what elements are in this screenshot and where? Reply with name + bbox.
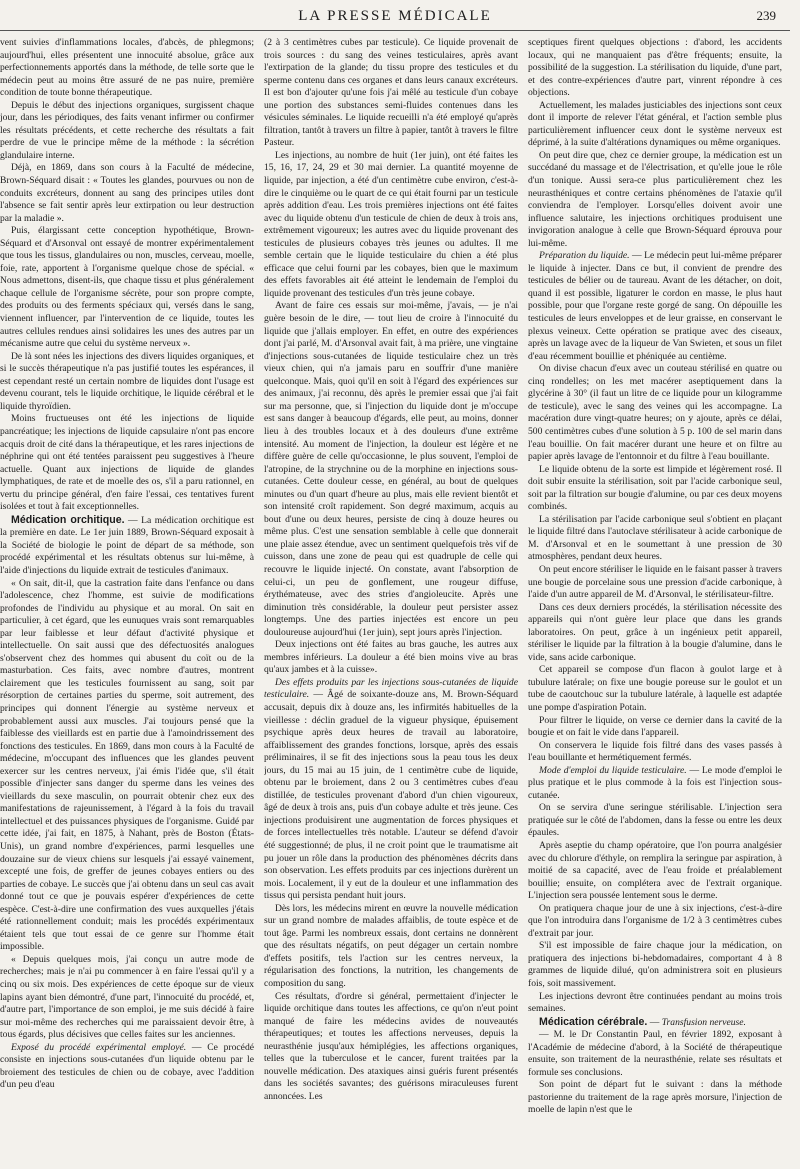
- section-paragraph: Médication cérébrale. — Transfusion nerveuse.: [539, 1015, 746, 1028]
- page-header: [0, 0, 790, 31]
- subsection-paragraph: [264, 677, 518, 903]
- paragraph: vent suivies d'inflammations locales, d'abcès, de phlegmons; aujourd'hui, elles présentent une innocuité absolue, grâce aux perfectionnements apportés dans la méthode, de telle sorte que le médecin peut au moins être assuré de ne pas nuire, première condition de toute bonne thérapeutique.: [0, 37, 254, 99]
- paragraph: sceptiques firent quelques objections : d'abord, les accidents locaux, qui ne manquaient pas d'être fréquents; ensuite, la possibilité de la suggestion. La stérilisation du liquide, d'une part, et des contre-expériences d'autre part, vinrent répondre à ces objections.: [528, 37, 782, 99]
- paragraph: Dès lors, les médecins mirent en œuvre la nouvelle médication sur un grand nombre de malades affaiblis, de toute espèce et de tout âge. Parmi les nombreux essais, dont certains ne donnèrent que des résultats négatifs, on peut dégager un certain nombre d'effets positifs, tels l'action sur les centres nerveux, la régularisation des fonctions, la nutrition, les changements de composition du sang.: [264, 902, 518, 990]
- column-3: [528, 37, 782, 1162]
- paragraph: Actuellement, les malades justiciables des injections sont ceux dont il importe de relever l'état général, et l'action semble plus particulièrement influencer ceux dont le système nerveux est déprimé, à la suite d'altérations dynamiques ou même organiques.: [528, 99, 782, 149]
- section-text: — La médication orchitique est la première en date. Le 1er juin 1889, Brown-Séquard exposait à la Société de biologie le point de départ de sa méthode, son procédé expérimental et les résultats obtenus sur lui-même, à l'aide d'injections du liquide extrait de testicules d'animaux.: [0, 514, 254, 576]
- paragraph: La stérilisation par l'acide carbonique seul s'obtient en plaçant le liquide filtré dans l'autoclave stérilisateur à acide carbonique de M. d'Arsonval et en le soumettant à une pression de 30 atmosphères, pendant deux heures.: [528, 513, 782, 563]
- paragraph: Avant de faire ces essais sur moi-même, j'avais, — je n'ai guère besoin de le dire, — tout lieu de croire à l'innocuité du liquide que j'allais employer. En effet, en outre des expériences dont j'ai parlé, M. d'Arsonval avait fait, à ma prière, une vingtaine d'injections sous-cutanées de liquide testiculaire chez un très vieux chien, qui n'a jamais paru en souffrir d'une manière quelconque. Mais, quoi qu'il en soit à l'égard des expériences sur des animaux, j'ai reconnu, dès après le premier essai que j'ai fait sur ma personne, que, si l'injection du liquide dont je m'occupe est sans danger à beaucoup d'égards, elle peut, au moins, donner lieu à des troubles locaux et à des douleurs d'une extrême intensité. Au moment de l'injection, la douleur est légère et ne diffère guère de celle qu'occasionne, le plus souvent, l'emploi de l'atropine, de la strychnine ou de la morphine en injections sous-cutanées. Cette douleur cesse, en général, au bout de quelques minutes ou d'un quart d'heure au plus, mais elle revient bientôt et son intensité croît rapidement. Son degré maximum, acquis au bout d'une ou deux heures, persiste de cinq à douze heures ou même plus. C'est une sensation semblable à celle que donnerait une plaie assez étendue, avec un sentiment quelquefois très vif de cuisson, dans une zone de peau qui est quadruple de celle qui recouvre le liquide injecté. On constate, avant l'absorption de celui-ci, un peu de gonflement, une rougeur diffuse, érythémateuse, avec des stries d'angioleucite. Après une diminution très considérable, la douleur peut persister assez longtemps. Une des parties injectées est encore un peu douloureuse aujourd'hui (1er juin), sept jours après l'injection.: [264, 300, 518, 638]
- column-2: [264, 37, 518, 1162]
- subsection-paragraph: [528, 765, 782, 803]
- column-1: [0, 37, 254, 1162]
- paragraph: Après aseptie du champ opératoire, que l'on pourra analgésier avec du chlorure d'éthyle, on remplira la seringue par aspiration, à moitié de sa capacité, avec de l'eau froide et préalablement bouillie; ensuite, on complétera avec de l'extrait organique. L'injection sera poussée lentement sous le derme.: [528, 840, 782, 902]
- page-number: 239: [756, 8, 776, 23]
- paragraph: On peut encore stériliser le liquide en le faisant passer à travers une bougie de porcelaine sous une pression d'acide carbonique, à l'aide d'un autre appareil de M. d'Arsonval, le stérilisateur-filtre.: [528, 563, 782, 601]
- subsection-text: — Ce procédé consiste en injections sous-cutanées d'un liquide obtenu par le broiement des testicules de chien ou de cobaye, avec l'addition d'un peu d'eau: [0, 1041, 254, 1091]
- paragraph: Depuis le début des injections organiques, surgissent chaque jour, dans les périodiques, des faits venant infirmer ou confirmer les résultats précédents, et cette recherche des résultats a fait perdre de vue le principe même de la méthode : la sécrétion glandulaire interne.: [0, 99, 254, 161]
- paragraph: Le liquide obtenu de la sorte est limpide et légèrement rosé. Il doit subir ensuite la stérilisation, soit par l'acide carbonique seul, soit par la filtration sur bougie d'alumine, ou par ces deux moyens combinés.: [528, 463, 782, 513]
- paragraph: Moins fructueuses ont été les injections de liquide pancréatique; les injections de liquide capsulaire n'ont pas encore acquis droit de cité dans la thérapeutique, et les rares injections de néphrine qui ont été tentées paraissent peu suggestives à l'heure actuelle. Quant aux injections de liquide de glandes lymphatiques, de rate et de moelle des os, s'il a paru rationnel, en vertu du principe général, d'en faire l'essai, ces tentatives furent isolées et tout à fait exceptionnelles.: [0, 413, 254, 513]
- paragraph: On se servira d'une seringue stérilisable. L'injection sera pratiquée sur le côté de l'abdomen, dans la fesse ou entre les deux épaules.: [528, 802, 782, 839]
- subsection-text: — Âgé de soixante-douze ans, M. Brown-Séquard accusait, depuis dix à douze ans, les infirmités habituelles de la vieillesse : déclin graduel de la vigueur physique, épuisement psychique après deux heures de travail au laboratoire, affaiblissement des grandes fonctions, lorsque, après des essais préliminaires, il se fit des injections sous la peau tous les deux jours, du 15 mai au 15 juin, de 1 centimètre cube de liquide, obtenu par le broiement, dans 2 ou 3 centimètres cubes d'eau distillée, de testicules provenant d'abord d'un chien vigoureux, âgé de deux à trois ans, puis d'un cobaye adulte et très jeune. Ces injections produisirent une augmentation de forces physiques et de forces intellectuelles très notable. L'auteur se défend d'avoir été suggestionné; de plus, il ne croit point que le traumatisme ait pu jouer un rôle dans la production des phénomènes décrits dans son observation. Les effets produits par ces injections durèrent un mois. Localement, il y eut de la douleur et une inflammation des tissus qui persista pendant huit jours.: [264, 689, 518, 902]
- paragraph: On divise chacun d'eux avec un couteau stérilisé en quatre ou cinq rondelles; on les met macérer aseptiquement dans la glycérine à 30° (il faut un litre de ce liquide pour un kilogramme de testicule), avec le sang des veines qui les accompagne. La macération dure vingt-quatre heures; on y ajoute, après ce délai, 500 centimètres cubes d'une solution à 5 p. 100 de sel marin dans l'eau bouillie. On fait macérer durant une heure et on filtre au papier après lavage de l'entonnoir et du filtre à l'eau bouillante.: [528, 363, 782, 463]
- subsection-paragraph: [528, 250, 782, 363]
- paragraph: (2 à 3 centimètres cubes par testicule). Ce liquide provenait de trois sources : du sang des veines testiculaires, après avant l'extirpation de la glande; du tissu propre des testicules et du sperme contenu dans ces organes et dans leurs canaux excréteurs. Il est bon d'ajouter qu'une fois j'ai mêlé au testicule d'un cobaye une portion des substances semi-fluides contenues dans les vésicules séminales. Le liquide recueilli n'a été employé qu'après filtration, tantôt à travers un filtre à papier, tantôt à travers le filtre Pasteur.: [264, 37, 518, 149]
- paragraph: Ces résultats, d'ordre si général, permettaient d'injecter le liquide orchitique dans toutes les affections, ce qu'on n'eut point manqué de faire les médecins avides de nouveautés thérapeutiques; et toutes les affections nerveuses, depuis la neurasthénie jusqu'aux hémiplégies, les affections organiques, telles que la tuberculose et le cancer, furent traitées par la nouvelle médication. Des ataxiques ainsi guéris furent présentés dans les sociétés savantes; des guérisons miraculeuses furent annoncées. Les: [264, 990, 518, 1102]
- paragraph: Son point de départ fut le suivant : dans la méthode pastorienne du traitement de la rage après morsure, l'injection de moelle de lapin n'est que le: [528, 1079, 782, 1116]
- paragraph: Déjà, en 1869, dans son cours à la Faculté de médecine, Brown-Séquard disait : « Toutes les glandes, pourvues ou non de conduits excréteurs, donnent au sang des principes utiles dont l'absence se fait sentir après leur extirpation ou leur destruction par la maladie ».: [0, 162, 254, 224]
- paragraph: Puis, élargissant cette conception hypothétique, Brown-Séquard et d'Arsonval ont essayé de montrer expérimentalement que tous les tissus, glandulaires ou non, muscles, cerveau, moelle, foie, rate, apportent à l'organisme quelque chose de spécial. « Nous admettons, disent-ils, que chaque tissu et plus généralement chaque cellule de l'organisme sécrète, pour son propre compte, des produits ou des ferments spéciaux qui, versés dans le sang, viennent influencer, par l'intervention de ce liquide, toutes les autres cellules rendues ainsi solidaires les unes des autres par un mécanisme autre que celui du système nerveux ».: [0, 225, 254, 350]
- article-columns: [0, 31, 794, 1162]
- paragraph: Cet appareil se compose d'un flacon à goulot large et à tubulure latérale; on fixe une bougie poreuse sur le goulot et un tube de caoutchouc sur la tubulure latérale, à laquelle est adaptée une pompe d'aspiration Potain.: [528, 664, 782, 713]
- subheading-preparation: Préparation du liquide.: [539, 250, 630, 262]
- journal-title: LA PRESSE MÉDICALE: [298, 8, 492, 24]
- paragraph: « Depuis quelques mois, j'ai conçu un autre mode de recherches; mais je n'ai pu commencer à en faire l'essai qu'il y a cinq ou six mois. Des expériences de cette époque sur de vieux lapins ayant bien démontré, d'une part, l'innocuité du procédé, et, d'autre part, l'importance de son emploi, je me suis décidé à faire sur moi-même des recherches qui me paraissaient devoir être, à tous égards, plus décisives que celles faites sur les anciennes.: [0, 953, 254, 1041]
- section-heading-cerebrale: Médication cérébrale.: [539, 1015, 648, 1028]
- paragraph: Les injections, au nombre de huit (1er juin), ont été faites les 15, 16, 17, 24, 29 et 30 mai dernier. La quantité moyenne de liquide, par injection, a été d'un centimètre cube environ, c'est-à-dire le cinquième ou le quart de ce qui était fourni par un testicule après addition d'eau. Les trois premières injections ont été faites avec du liquide obtenu d'un testicule de chien de deux à trois ans, extrêmement vigoureux; les autres avec du liquide provenant des testicules de plusieurs cobayes très jeunes ou adultes. Il me semble certain que le liquide testiculaire du chien a été plus efficace que celui fourni par les cobayes, bien que le maximum des effets favorables ait été atteint le lendemain de l'emploi du liquide provenant des testicules d'un très jeune cobaye.: [264, 149, 518, 299]
- section-paragraph: [0, 514, 254, 578]
- paragraph: « On sait, dit-il, que la castration faite dans l'enfance ou dans l'adolescence, chez l'homme, est suivie de modifications profondes de l'individu au physique et au moral. On sait en particulier, à cet égard, que les eunuques vrais sont remarquables par leur faiblesse et leur défaut d'activité physique et intellectuelle. On sait aussi que des défectuosités analogues s'observent chez des hommes qui abusent du coït ou de la masturbation. Ces faits, avec nombre d'autres, montrent clairement que les testicules fournissent au sang, soit par résorption de certaines parties du sperme, soit autrement, des principes qui donnent l'énergie au système nerveux et probablement aussi aux muscles. J'ai toujours pensé que la faiblesse des vieillards est en partie due à l'amoindrissement des fonctions des testicules. En 1869, dans mon cours à la Faculté de médecine, m'occupant des influences que les glandes peuvent exercer sur les centres nerveux, j'ai émis l'idée que, s'il était possible d'injecter sans danger du sperme dans les veines des vieillards du sexe masculin, on pourrait obtenir chez eux des manifestations de rajeunissement, à l'égard à la fois du travail intellectuel et des puissances physiques de l'organisme. Guidé par cette idée, j'ai fait, en 1875, à Nahant, près de Boston (États-Unis), un grand nombre d'expériences, parmi lesquelles une douzaine sur de vieux chiens sur lesquels j'ai essayé vainement, excepté une fois, de greffer de jeunes cobayes entiers ou des parties de cobaye. Le succès que j'ai obtenu dans un seul cas avait donné tout ce que je pouvais espérer d'expériences de cette espèce. C'est-à-dire une confirmation des vues auxquelles j'étais été rationnellement conduit; mais les procédés expérimentaux étaient tels que tout essai de ce genre sur l'homme était impossible.: [0, 577, 254, 953]
- paragraph: De là sont nées les injections des divers liquides organiques, et si le succès thérapeutique n'a pas justifié toutes les espérances, il est cependant resté un certain nombre de liquides dont l'usage est devenu courant, tels le liquide orchitique, le liquide cérébral et le liquide thyroïdien.: [0, 350, 254, 412]
- subsection-paragraph: [0, 1042, 254, 1092]
- subheading-transfusion: Transfusion nerveuse.: [661, 1016, 746, 1028]
- subsection-text: — Le médecin peut lui-même préparer le liquide à injecter. Dans ce but, il convient de prendre des testicules de bélier ou de taureau. Avant de les détacher, on doit, quand il est possible, ligaturer le cordon en masse, le plus haut possible, pour que l'organe reste gorgé de sang. On dépouille les testicules de leurs enveloppes et de leur graisse, en conservant le plexus veineux. Cette opération se pratique avec des ciseaux, après un lavage avec de la liqueur de Van Swieten, et sous un filet d'eau récemment bouillie et phéniquée au centième.: [528, 250, 782, 362]
- subheading-mode-emploi: Mode d'emploi du liquide testiculaire.: [539, 764, 687, 776]
- section-heading-orchitique: Médication orchitique.: [11, 513, 125, 526]
- subsection-text: — Le mode d'emploi le plus pratique et le plus commode à la fois est l'injection sous-cutanée.: [528, 764, 782, 801]
- subheading-procede: Exposé du procédé expérimental employé.: [11, 1041, 187, 1053]
- paragraph: Deux injections ont été faites au bras gauche, les autres aux membres inférieurs. La douleur a été bien moins vive au bras qu'aux jambes et à la cuisse».: [264, 639, 518, 676]
- paragraph: On pratiquera chaque jour de une à six injections, c'est-à-dire que l'on introduira dans l'organisme de 1/2 à 3 centimètres cubes d'extrait par jour.: [528, 902, 782, 939]
- subheading-effets: Des effets produits par les injections sous-cutanées de liquide testiculaire.: [264, 676, 518, 701]
- paragraph: Les injections devront être continuées pendant au moins trois semaines.: [528, 990, 782, 1015]
- paragraph: On peut dire que, chez ce dernier groupe, la médication est un succédané du massage et de l'électrisation, et qu'elle joue le rôle d'un tonique. Aussi sera-ce plus particulièrement chez les neurasthéniques et contre certains phénomènes de l'ataxie qu'il conviendra de l'employer. Lorsqu'elles doivent avoir une influence salutaire, les injections orchitiques produisent une invigoration analogue à celle que Brown-Séquard éprouva pour lui-même.: [528, 149, 782, 249]
- paragraph: On conservera le liquide fois filtré dans des vases passés à l'eau bouillante et hermétiquement fermés.: [528, 739, 782, 764]
- paragraph: S'il est impossible de faire chaque jour la médication, on pratiquera des injections bi-hebdomadaires, comportant 4 à 8 grammes de liquide dilué, qu'on administrera soit en plusieurs fois, soit massivement.: [528, 940, 782, 990]
- paragraph: — M. le Dr Constantin Paul, en février 1892, exposant à l'Académie de médecine d'abord, à la Société de thérapeutique ensuite, son traitement de la neurasthénie, relate ses résultats et formule ses conclusions.: [528, 1029, 782, 1078]
- paragraph: Dans ces deux derniers procédés, la stérilisation nécessite des appareils qui n'ont guère leur place que dans les grands laboratoires. On peut, grâce à un ingénieux petit appareil, stériliser le liquide par la filtration à la bougie d'alumine, dans le vide, sans acide carbonique.: [528, 601, 782, 663]
- paragraph: Pour filtrer le liquide, on verse ce dernier dans la cavité de la bougie et on fait le vide dans l'appareil.: [528, 714, 782, 739]
